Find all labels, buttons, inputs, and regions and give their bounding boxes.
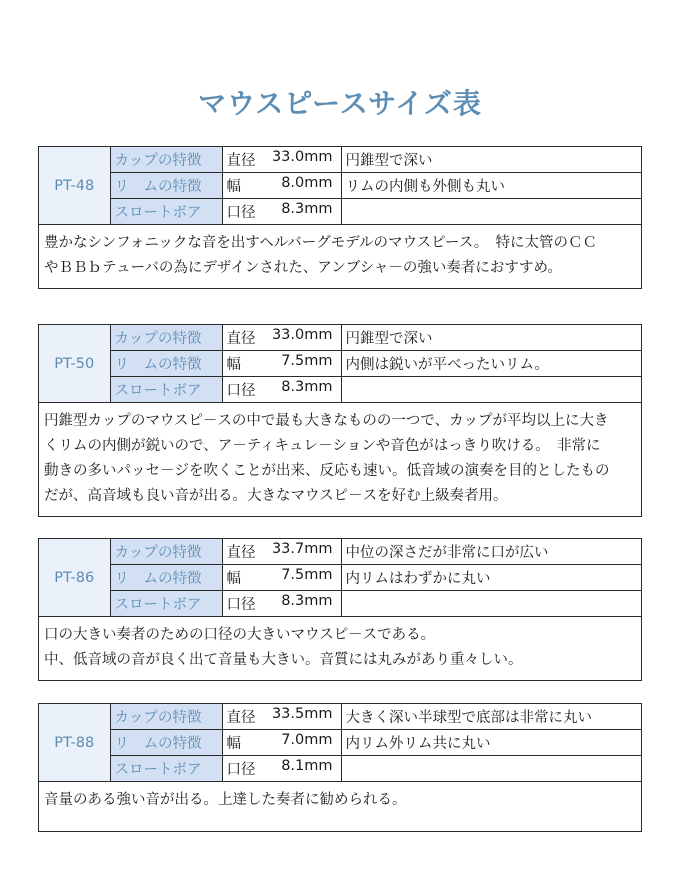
mouthpiece-card-pt48 <box>38 146 642 289</box>
description-line: やＢＢｂテューバの為にデザインされた、アンブシャ－の強い奏者におすすめ。 <box>44 260 562 276</box>
rim-value: 7.5mm <box>281 353 333 369</box>
spec-table <box>39 539 641 617</box>
model-name: PT-88 <box>39 704 110 782</box>
mouthpiece-card-pt50 <box>38 324 642 517</box>
width-label: 幅 <box>226 179 241 195</box>
bore-label: 口径 <box>226 597 256 613</box>
description-line: くリムの内側が鋭いので、ア－ティキュレ－ションや音色がはっきり吹ける。 非常に <box>44 438 601 454</box>
description <box>39 225 641 288</box>
spec-table <box>39 704 641 782</box>
model-name: PT-48 <box>39 147 110 225</box>
description-line: 豊かなシンフォニックな音を出すヘルバーグモデルのマウスピース。 特に太管のＣＣ <box>44 235 597 251</box>
diameter-label: 直径 <box>226 331 256 347</box>
bore-note <box>341 199 641 225</box>
cup-note: 円錐型で深い <box>341 147 641 173</box>
rim-note: 内側は鋭いが平べったいリム。 <box>341 351 641 377</box>
rim-note: 内リム外リム共に丸い <box>341 730 641 756</box>
description-line: 動きの多いパッセ－ジを吹くことが出来、反応も速い。低音域の演奏を目的としたもの <box>44 463 610 479</box>
cup-value: 33.0mm <box>271 149 333 165</box>
cup-note: 大きく深い半球型で底部は非常に丸い <box>341 704 641 730</box>
cup-value: 33.7mm <box>271 541 333 557</box>
cup-note: 円錐型で深い <box>341 325 641 351</box>
description <box>39 617 641 680</box>
bore-value: 8.1mm <box>281 758 333 774</box>
description-line: だが、高音域も良い音が出る。大きなマウスピ－スを好む上級奏者用。 <box>44 488 508 504</box>
width-label: 幅 <box>226 357 241 373</box>
page-title: マウスピースサイズ表 <box>198 87 482 120</box>
bore-note <box>341 756 641 782</box>
throat-label: スロートボア <box>110 756 222 782</box>
diameter-label: 直径 <box>226 710 256 726</box>
rim-value: 8.0mm <box>281 175 333 191</box>
rim-label: リ ムの特徴 <box>110 565 222 591</box>
bore-note <box>341 377 641 403</box>
bore-note <box>341 591 641 617</box>
bore-label: 口径 <box>226 383 256 399</box>
cup-note: 中位の深さだが非常に口が広い <box>341 539 641 565</box>
diameter-label: 直径 <box>226 545 256 561</box>
model-name: PT-86 <box>39 539 110 617</box>
rim-label: リ ムの特徴 <box>110 351 222 377</box>
description <box>39 782 641 831</box>
mouthpiece-card-pt88 <box>38 703 642 832</box>
cup-label: カップの特徴 <box>110 539 222 565</box>
bore-value: 8.3mm <box>281 201 333 217</box>
throat-label: スロートボア <box>110 199 222 225</box>
rim-note: リムの内側も外側も丸い <box>341 173 641 199</box>
rim-value: 7.0mm <box>281 732 333 748</box>
description-line: 口の大きい奏者のための口径の大きいマウスピ－スである。 <box>44 627 436 643</box>
cup-value: 33.0mm <box>271 327 333 343</box>
spec-table <box>39 147 641 225</box>
bore-value: 8.3mm <box>281 379 333 395</box>
throat-label: スロートボア <box>110 591 222 617</box>
description-line: 音量のある強い音が出る。上達した奏者に勧められる。 <box>44 792 407 808</box>
throat-label: スロートボア <box>110 377 222 403</box>
description-line: 円錐型カップのマウスピ－スの中で最も大きなものの一つで、カップが平均以上に大き <box>44 413 609 429</box>
rim-label: リ ムの特徴 <box>110 730 222 756</box>
description <box>39 403 641 516</box>
rim-value: 7.5mm <box>281 567 333 583</box>
rim-label: リ ムの特徴 <box>110 173 222 199</box>
spec-table <box>39 325 641 403</box>
rim-note: 内リムはわずかに丸い <box>341 565 641 591</box>
width-label: 幅 <box>226 571 241 587</box>
width-label: 幅 <box>226 736 241 752</box>
bore-label: 口径 <box>226 762 256 778</box>
description-line: 中、低音域の音が良く出て音量も大きい。音質には丸みがあり重々しい。 <box>44 652 523 668</box>
model-name: PT-50 <box>39 325 110 403</box>
cup-label: カップの特徴 <box>110 325 222 351</box>
mouthpiece-card-pt86 <box>38 538 642 681</box>
bore-value: 8.3mm <box>281 593 333 609</box>
cup-label: カップの特徴 <box>110 147 222 173</box>
cup-label: カップの特徴 <box>110 704 222 730</box>
diameter-label: 直径 <box>226 153 256 169</box>
cup-value: 33.5mm <box>271 706 333 722</box>
bore-label: 口径 <box>226 205 256 221</box>
